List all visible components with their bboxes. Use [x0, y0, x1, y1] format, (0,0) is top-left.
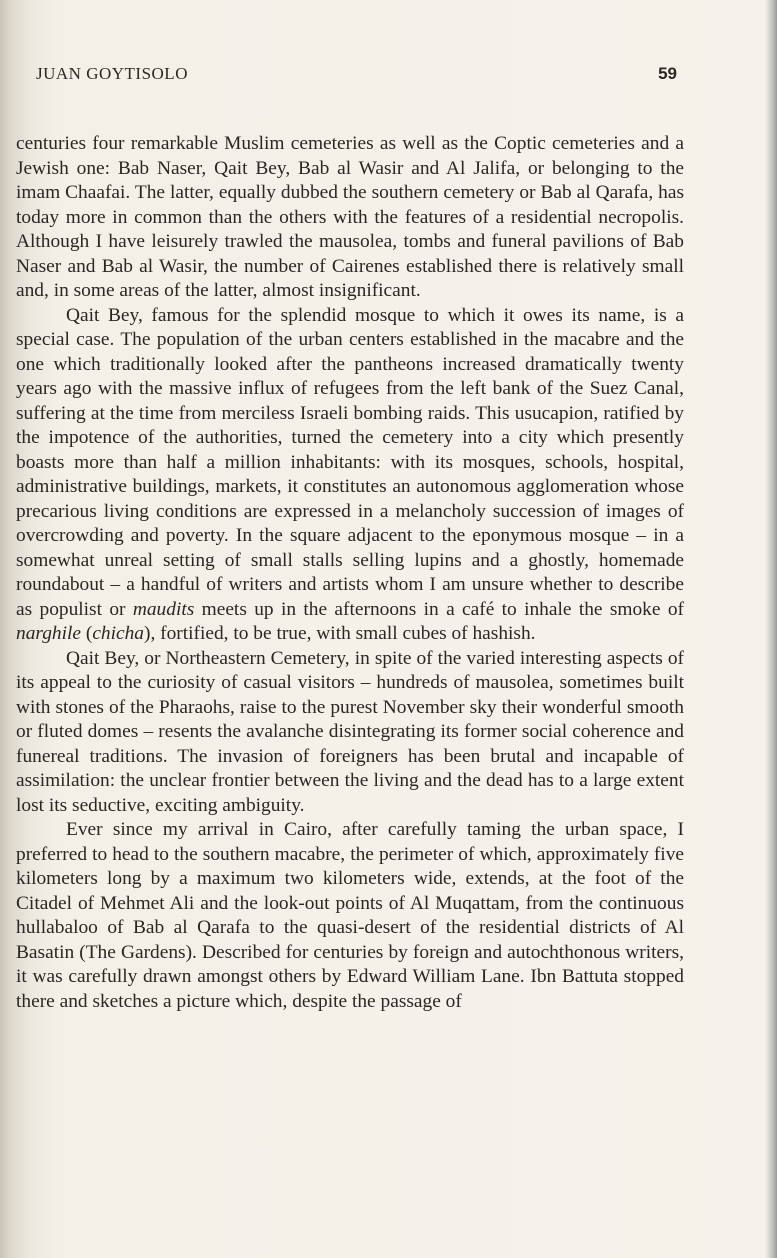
paragraph-4: Ever since my arrival in Cairo, after carefully taming the urban space, I preferred to head to the southern macabre, the perimeter of which, approximately five kilometers long by a maximum two kilometers wide, extends, at the foot of the Citadel of Mehmet Ali and the look-out points of Al Muqattam, from the continuous hullabaloo of Bab al Qarafa to the quasi-desert of the residential districts of Al Basatin (The Gardens). Described for centuries by foreign and autochthonous writers, it was carefully drawn amongst others by Edward William Lane. Ibn Battuta stopped there and sketches a picture which, despite the passage of [16, 819, 684, 1012]
italic-chicha: chicha [92, 623, 144, 644]
paragraph-1: centuries four remarkable Muslim cemeteries as well as the Coptic cemeteries and a Jewish one: Bab Naser, Qait Bey, Bab al Wasir and Al Jalifa, or belonging to the imam Chaafai. The latter, equally dubbed the southern cemetery or Bab al Qarafa, has today more in common than the others with the features of a residential necropolis. Although I have leisurely trawled the mausolea, tombs and funeral pavilions of Bab Naser and Bab al Wasir, the number of Cairenes established there is relatively small and, in some areas of the latter, almost insignificant. [16, 133, 684, 301]
italic-maudits: maudits [132, 598, 195, 620]
paragraph-2-text-b: meets up in the afternoons in a café to inhale the smoke of [194, 598, 684, 620]
page-header [36, 64, 677, 86]
paragraph-3: Qait Bey, or Northeastern Cemetery, in spite of the varied interesting aspects of its appeal to the curiosity of casual visitors – hundreds of mausolea, sometimes built with stones of the Pharaohs, raise to the purest November sky their wonderful smooth or fluted domes – resents the avalanche disintegrating its former social coherence and funereal traditions. The invasion of foreigners has been brutal and incapable of assimilation: the unclear frontier between the living and the dead has to a large extent lost its seductive, exciting ambiguity. [16, 647, 684, 816]
running-head: JUAN GOYTISOLO [36, 64, 188, 83]
italic-narghile: narghile [16, 623, 81, 644]
paragraph-2 [16, 304, 684, 647]
paragraph-2-text-c: ( [81, 623, 93, 644]
paragraph-2-text-d: ), fortified, to be true, with small cubes of hashish. [144, 623, 536, 644]
page-number: 59 [658, 64, 677, 83]
paragraph-2-text-a: Qait Bey, famous for the splendid mosque to which it owes its name, is a special case. The population of the urban centers established in the macabre and the one which traditionally looked after the pantheons increased dramatically twenty years ago with the massive influx of refugees from the left bank of the Suez Canal, suffering at the time from merciless Israeli bombing raids. This usucapion, ratified by the impotence of the authorities, turned the cemetery into a city which presently boasts more than half a million inhabitants: with its mosques, schools, hospital, administrative buildings, markets, it constitutes an autonomous agglomeration whose precarious living conditions are expressed in a melancholy succession of images of overcrowding and poverty. In the square adjacent to the eponymous mosque – in a somewhat unreal setting of small stalls selling lupins and a ghostly, homemade roundabout – a handful of writers and artists whom I am unsure whether to describe as populist or [16, 304, 684, 620]
body-text [16, 132, 684, 1014]
page-edge-shadow [765, 0, 777, 1258]
